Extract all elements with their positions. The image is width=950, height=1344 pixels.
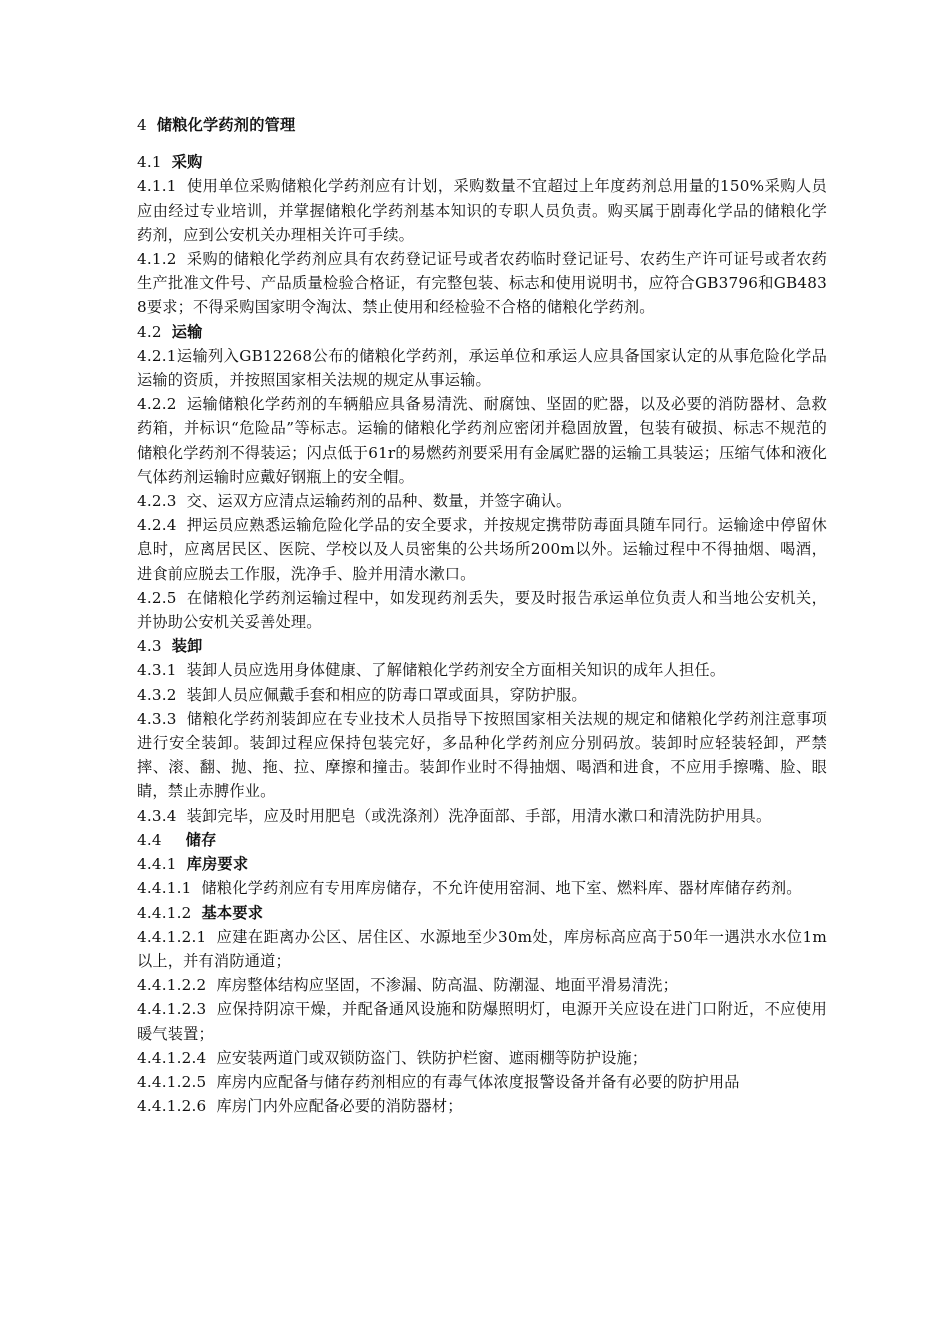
section-number: 4.1 <box>137 153 162 172</box>
clause-paragraph <box>137 876 827 900</box>
clause-paragraph <box>137 247 827 320</box>
section-heading <box>137 634 827 658</box>
clause-paragraph <box>137 804 827 828</box>
clause-text: 应建在距离办公区、居住区、水源地至少30m处，库房标高应高于50年一遇洪水水位1m以上，并有消防通道； <box>137 927 827 970</box>
clause-text: 押运员应熟悉运输危险化学品的安全要求，并按规定携带防毒面具随车同行。运输途中停留休息时，应离居民区、医院、学校以及人员密集的公共场所200m以外。运输过程中不得抽烟、喝酒，进食前应脱去工作服，洗净手、脸并用清水漱口。 <box>137 516 827 583</box>
section-heading <box>137 320 827 344</box>
section-title: 储粮化学药剂的管理 <box>156 116 296 134</box>
clause-text: 库房门内外应配备必要的消防器材； <box>216 1097 463 1116</box>
clause-number: 4.4.1.2.2 <box>137 976 207 995</box>
clause-paragraph <box>137 344 827 392</box>
clause-number: 4.4.1.2.1 <box>137 927 207 946</box>
clause-paragraph <box>137 174 827 247</box>
clause-number: 4.3.3 <box>137 709 177 728</box>
clause-text: 装卸人员应佩戴手套和相应的防毒口罩或面具，穿防护服。 <box>186 685 587 704</box>
clause-number: 4.2.3 <box>137 492 177 511</box>
clause-text: 装卸完毕，应及时用肥皂（或洗涤剂）洗净面部、手部，用清水漱口和清洗防护用具。 <box>186 806 772 825</box>
clause-paragraph <box>137 997 827 1045</box>
clause-text: 采购的储粮化学药剂应具有农药登记证号或者农药临时登记证号、农药生产许可证号或者农药生产批准文件号、产品质量检验合格证，有完整包装、标志和使用说明书，应符合GB3796和GB4838要求；不得采购国家明令淘汰、禁止使用和经检验不合格的储粮化学药剂。 <box>137 250 827 317</box>
clause-number: 4.2.1 <box>137 346 177 365</box>
clause-text: 库房内应配备与储存药剂相应的有毒气体浓度报警设备并备有必要的防护用品 <box>216 1072 740 1091</box>
subsection-heading <box>137 852 827 876</box>
section-number: 4 <box>137 116 147 134</box>
clause-number: 4.1.1 <box>137 177 177 196</box>
clause-number: 4.3.2 <box>137 685 177 704</box>
clause-text: 运输列入GB12268公布的储粮化学药剂，承运单位和承运人应具备国家认定的从事危险化学品运输的资质，并按照国家相关法规的规定从事运输。 <box>137 346 827 390</box>
section-heading <box>137 150 827 174</box>
chapter-heading <box>137 113 827 137</box>
section-title: 运输 <box>171 322 203 341</box>
clause-text: 装卸人员应选用身体健康、了解储粮化学药剂安全方面相关知识的成年人担任。 <box>186 661 726 680</box>
clause-number: 4.4.1.1 <box>137 879 192 898</box>
clause-text: 运输储粮化学药剂的车辆船应具备易清洗、耐腐蚀、坚固的贮器，以及必要的消防器材、急救药箱，并标识“危险品”等标志。运输的储粮化学药剂应密闭并稳固放置，包装有破损、标志不规范的储粮化学药剂不得装运；闪点低于61r的易燃药剂要采用有金属贮器的运输工具装运；压缩气体和液化气体药剂运输时应戴好钢瓶上的安全帽。 <box>137 395 827 486</box>
clause-number: 4.4.1.2.5 <box>137 1072 207 1091</box>
clause-paragraph <box>137 392 827 489</box>
clause-text: 应保持阴凉干燥，并配备通风设施和防爆照明灯，电源开关应设在进门口附近，不应使用暖气装置； <box>137 1000 827 1043</box>
clause-paragraph <box>137 973 827 997</box>
clause-paragraph <box>137 489 827 513</box>
clause-paragraph <box>137 586 827 634</box>
clause-number: 4.2.4 <box>137 516 177 535</box>
clause-number: 4.4.1.2.6 <box>137 1097 207 1116</box>
clause-paragraph <box>137 1094 827 1118</box>
clause-number: 4.2.5 <box>137 588 177 607</box>
clause-text: 库房整体结构应坚固，不渗漏、防高温、防潮湿、地面平滑易清洗； <box>216 976 679 995</box>
section-number: 4.3 <box>137 637 162 656</box>
section-title: 采购 <box>171 153 203 172</box>
clause-number: 4.4.1.2.3 <box>137 1000 207 1019</box>
clause-paragraph <box>137 683 827 707</box>
clause-paragraph <box>137 1070 827 1094</box>
clause-number: 4.2.2 <box>137 395 177 414</box>
clause-text: 储粮化学药剂装卸应在专业技术人员指导下按照国家相关法规的规定和储粮化学药剂注意事项进行安全装卸。装卸过程应保持包装完好，多品种化学药剂应分别码放。装卸时应轻装轻卸，严禁摔、滚、翻、抛、拖、拉、摩擦和撞击。装卸作业时不得抽烟、喝酒和进食，不应用手擦嘴、脸、眼睛，禁止赤膊作业。 <box>137 709 827 801</box>
clause-text: 使用单位采购储粮化学药剂应有计划，采购数量不宜超过上年度药剂总用量的150%采购人员应由经过专业培训，并掌握储粮化学药剂基本知识的专职人员负责。购买属于剧毒化学品的储粮化学药剂，应到公安机关办理相关许可手续。 <box>137 177 827 244</box>
section-number: 4.2 <box>137 322 162 341</box>
clause-text: 在储粮化学药剂运输过程中，如发现药剂丢失，要及时报告承运单位负责人和当地公安机关，并协助公安机关妥善处理。 <box>137 588 827 632</box>
clause-number: 4.1.2 <box>137 250 177 269</box>
clause-paragraph <box>137 925 827 973</box>
section-title: 储存 <box>185 830 217 849</box>
clause-number: 4.3.1 <box>137 661 177 680</box>
clause-paragraph <box>137 513 827 586</box>
section-heading <box>137 828 827 852</box>
clause-paragraph <box>137 658 827 682</box>
clause-text: 应安装两道门或双锁防盗门、铁防护栏窗、遮雨棚等防护设施； <box>216 1048 648 1067</box>
section-number: 4.4 <box>137 830 162 849</box>
section-title: 基本要求 <box>201 903 264 922</box>
section-number: 4.4.1 <box>137 855 177 874</box>
clause-paragraph <box>137 707 827 804</box>
clause-text: 交、运双方应清点运输药剂的品种、数量，并签字确认。 <box>186 492 572 511</box>
section-title: 库房要求 <box>186 855 249 874</box>
clause-number: 4.3.4 <box>137 806 177 825</box>
clause-number: 4.4.1.2.4 <box>137 1048 207 1067</box>
document-body <box>137 113 827 1118</box>
section-title: 装卸 <box>171 637 203 656</box>
subsection-heading <box>137 901 827 925</box>
clause-text: 储粮化学药剂应有专用库房储存，不允许使用窑洞、地下室、燃料库、器材库储存药剂。 <box>201 879 802 898</box>
clause-paragraph <box>137 1046 827 1070</box>
section-number: 4.4.1.2 <box>137 903 192 922</box>
